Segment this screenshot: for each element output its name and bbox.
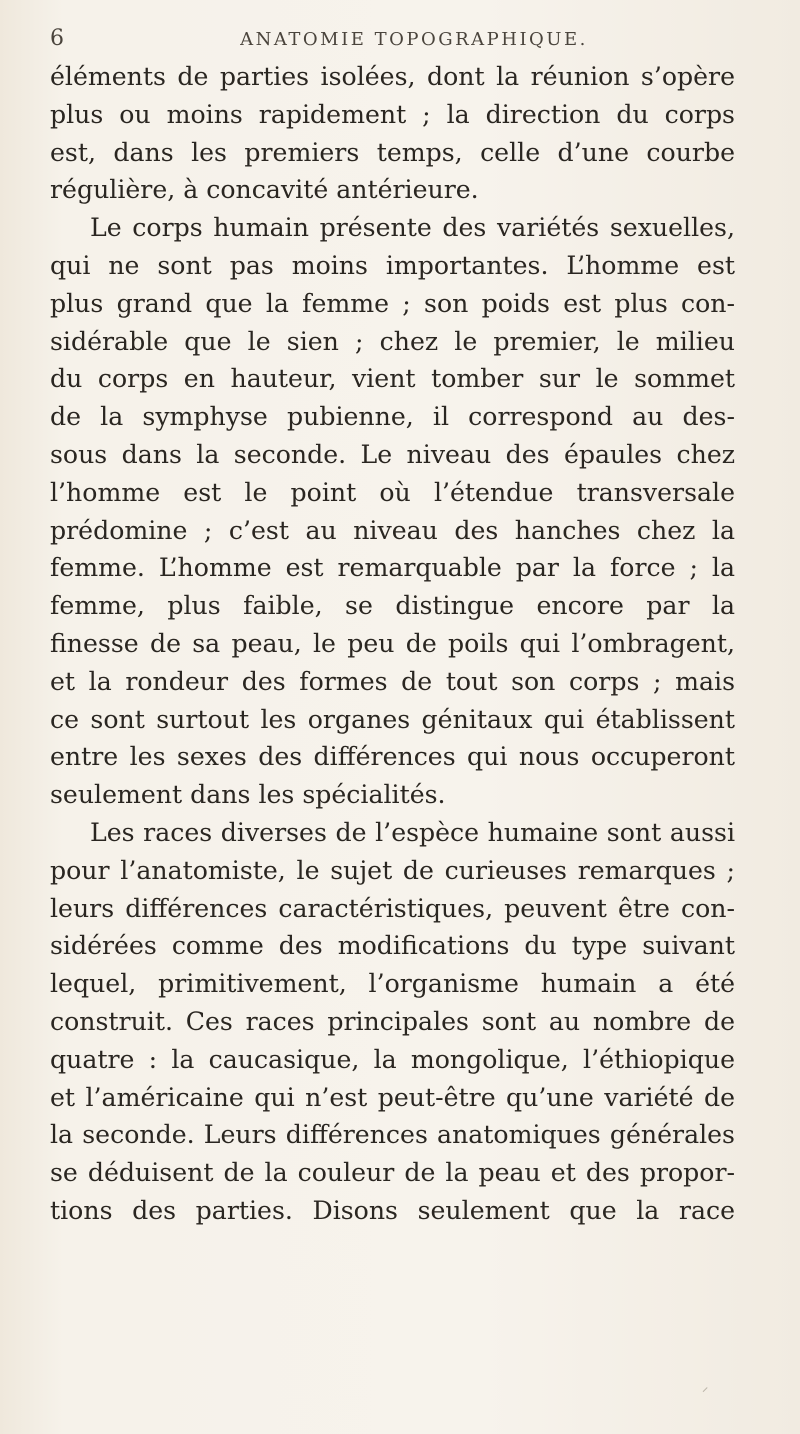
text-line: leurs différences caractéristiques, peuvent être con- (50, 893, 735, 923)
text-line: ce sont surtout les organes génitaux qui établissent (50, 704, 735, 734)
text-line: femme. L’homme est remarquable par la force ; la (50, 553, 735, 583)
text-line: la seconde. Leurs différences anatomiques générales (50, 1120, 735, 1150)
text-line: pour l’anatomiste, le sujet de curieuses remarques ; (50, 855, 735, 885)
text-line: et la rondeur des formes de tout son corps ; mais (50, 666, 735, 696)
text-line: éléments de parties isolées, dont la réunion s’opère (50, 62, 735, 91)
text-line: entre les sexes des différences qui nous occuperont (50, 742, 735, 772)
text-line: du corps en hauteur, vient tomber sur le sommet (50, 364, 735, 394)
text-line: Le corps humain présente des variétés sexuelles, (90, 213, 735, 243)
text-line: l’homme est le point où l’étendue transversale (50, 477, 735, 507)
pencil-mark (698, 1383, 707, 1392)
text-line: et l’américaine qui n’est peut-être qu’une variété de (50, 1082, 735, 1112)
text-line: qui ne sont pas moins importantes. L’homme est (50, 250, 735, 280)
running-title: ANATOMIE TOPOGRAPHIQUE. (240, 29, 588, 50)
text-line: lequel, primitivement, l’organisme humain a été (50, 969, 735, 999)
text-line: est, dans les premiers temps, celle d’une courbe (50, 137, 735, 167)
text-line: finesse de sa peau, le peu de poils qui l’ombragent, (50, 628, 735, 658)
running-head (50, 26, 734, 52)
text-line: régulière, à concavité antérieure. (50, 175, 479, 205)
text-line: de la symphyse pubienne, il correspond au des- (50, 402, 735, 432)
text-line: construit. Ces races principales sont au nombre de (50, 1006, 735, 1036)
text-line: quatre : la caucasique, la mongolique, l’éthiopique (50, 1044, 735, 1074)
text-line: plus grand que la femme ; son poids est plus con- (50, 288, 735, 318)
text-line: sidérées comme des modifications du type suivant (50, 931, 735, 961)
text-line: plus ou moins rapidement ; la direction du corps (50, 99, 735, 129)
page-number: 6 (50, 26, 65, 51)
text-line: prédomine ; c’est au niveau des hanches chez la (50, 515, 735, 545)
body-text (50, 58, 735, 1230)
text-line: sidérable que le sien ; chez le premier, le milieu (50, 326, 735, 356)
text-line: sous dans la seconde. Le niveau des épaules chez (50, 439, 735, 469)
text-line: Les races diverses de l’espèce humaine sont aussi (90, 817, 735, 847)
text-line: seulement dans les spécialités. (50, 780, 446, 810)
text-line: femme, plus faible, se distingue encore par la (50, 591, 735, 621)
text-line: tions des parties. Disons seulement que la race (50, 1195, 735, 1225)
text-line: se déduisent de la couleur de la peau et des propor- (50, 1158, 735, 1188)
